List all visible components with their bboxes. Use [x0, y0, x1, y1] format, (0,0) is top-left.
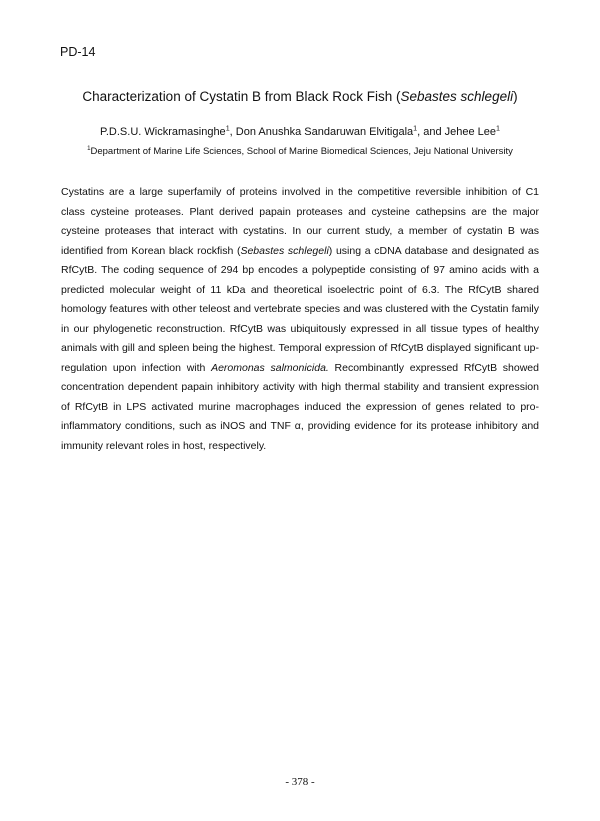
abstract-code: PD-14: [60, 45, 96, 59]
author-name: Don Anushka Sandaruwan Elvitigala: [235, 126, 414, 138]
abstract-title: [0, 89, 600, 104]
title-text: Characterization of Cystatin B from Black Rock Fish (: [82, 89, 401, 104]
author-name: Jehee Lee: [444, 126, 497, 138]
author-affiliation-mark: 1: [413, 124, 418, 133]
page-number: - 378 -: [285, 776, 315, 788]
abstract-pathogen: Aeromonas salmonicida.: [211, 361, 329, 374]
abstract-species: Sebastes schlegeli: [240, 244, 329, 257]
affiliation: [0, 146, 600, 157]
author-separator: ,: [229, 126, 236, 138]
affiliation-text: Department of Marine Life Sciences, School of Marine Biomedical Sciences, Jeju National University: [90, 146, 513, 157]
author-list: [0, 126, 600, 138]
author-separator: , and: [417, 126, 445, 138]
author-affiliation-mark: 1: [496, 124, 501, 133]
title-species: Sebastes schlegeli: [400, 89, 514, 104]
affiliation-mark: 1: [87, 144, 91, 152]
abstract-text-part-1: Cystatins are a large superfamily of proteins involved in the competitive reversible inhibition of C1 class cysteine proteases. Plant derived papain proteases and cysteine cathepsins are the major cysteine proteases that interact with cystatins. In our current study, a member of cystatin B was identified from Korean black rockfish (: [61, 186, 539, 257]
abstract-body: [61, 183, 539, 456]
abstract-text-part-3: Recombinantly expressed RfCytB showed concentration dependent papain inhibitory activity with high thermal stability and transient expression of RfCytB in LPS activated murine macrophages induced the expression of genes related to pro-inflammatory conditions, such as iNOS and TNF α, providing evidence for its protease inhibitory and immunity relevant roles in host, respectively.: [61, 361, 539, 452]
title-close: ): [513, 89, 518, 104]
author-affiliation-mark: 1: [225, 124, 230, 133]
author-name: P.D.S.U. Wickramasinghe: [99, 126, 226, 138]
abstract-text-part-2: ) using a cDNA database and designated as RfCytB. The coding sequence of 294 bp encodes a polypeptide consisting of 97 amino acids with a predicted molecular weight of 11 kDa and theoretical isoelectric point of 6.3. The RfCytB shared homology features with other teleost and vertebrate species and was clustered with the Cystatin family in our phylogenetic reconstruction. RfCytB was ubiquitously expressed in all tissue types of healthy animals with gill and spleen being the highest. Temporal expression of RfCytB displayed significant up-regulation upon infection with: [61, 244, 540, 374]
